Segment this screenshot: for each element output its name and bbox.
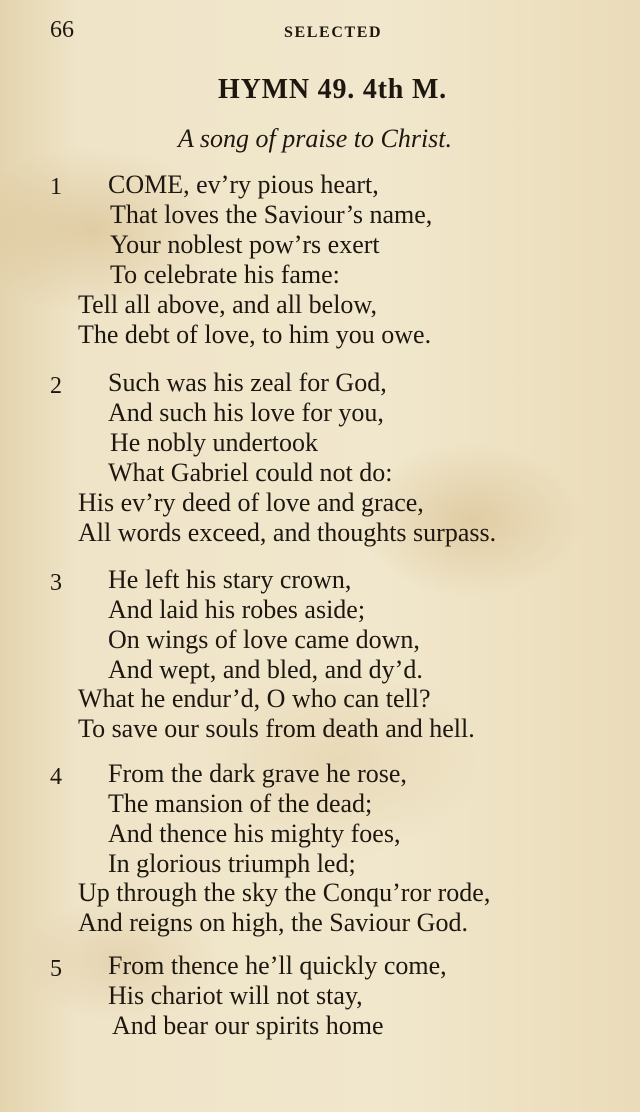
stanza-number: 2 — [50, 373, 62, 399]
verse-line: To celebrate his fame: — [110, 260, 340, 289]
stanza-number: 5 — [50, 956, 62, 982]
verse-line: In glorious triumph led; — [108, 849, 356, 878]
verse-line: That loves the Saviour’s name, — [110, 200, 433, 229]
verse-line: Your noblest pow’rs exert — [110, 230, 380, 259]
verse-line: And thence his mighty foes, — [108, 819, 401, 848]
verse-line: To save our souls from death and hell. — [78, 714, 475, 743]
verse-line: And bear our spirits home — [112, 1011, 384, 1040]
verse-line: And laid his robes aside; — [108, 595, 366, 624]
verse-line: The mansion of the dead; — [108, 789, 373, 818]
verse-line: He nobly undertook — [110, 428, 318, 457]
verse-line: On wings of love came down, — [108, 625, 420, 654]
verse-line: Tell all above, and all below, — [78, 290, 377, 319]
verse-line: What Gabriel could not do: — [108, 458, 393, 487]
verse-line: The debt of love, to him you owe. — [78, 320, 432, 349]
verse-line: What he endur’d, O who can tell? — [78, 684, 431, 713]
verse-line: And reigns on high, the Saviour God. — [78, 908, 468, 937]
hymn-subtitle: A song of praise to Christ. — [178, 124, 453, 153]
running-head: SELECTED — [284, 24, 383, 41]
stanza-number: 4 — [50, 764, 62, 790]
stanza-number: 1 — [50, 174, 62, 200]
verse-line: All words exceed, and thoughts surpass. — [78, 518, 497, 547]
verse-line: He left his stary crown, — [108, 565, 352, 594]
verse-line: And such his love for you, — [108, 398, 384, 427]
verse-line: Up through the sky the Conqu’ror rode, — [78, 878, 491, 907]
verse-line: His chariot will not stay, — [108, 981, 363, 1010]
hymn-title: HYMN 49. 4th M. — [218, 74, 447, 105]
page-number: 66 — [50, 17, 74, 43]
stanza-number: 3 — [50, 570, 62, 596]
verse-line: And wept, and bled, and dy’d. — [108, 655, 423, 684]
verse-line: His ev’ry deed of love and grace, — [78, 488, 424, 517]
verse-line: From thence he’ll quickly come, — [108, 951, 447, 980]
verse-line: Such was his zeal for God, — [108, 368, 387, 397]
verse-line: From the dark grave he rose, — [108, 759, 407, 788]
verse-line: COME, ev’ry pious heart, — [108, 170, 379, 199]
